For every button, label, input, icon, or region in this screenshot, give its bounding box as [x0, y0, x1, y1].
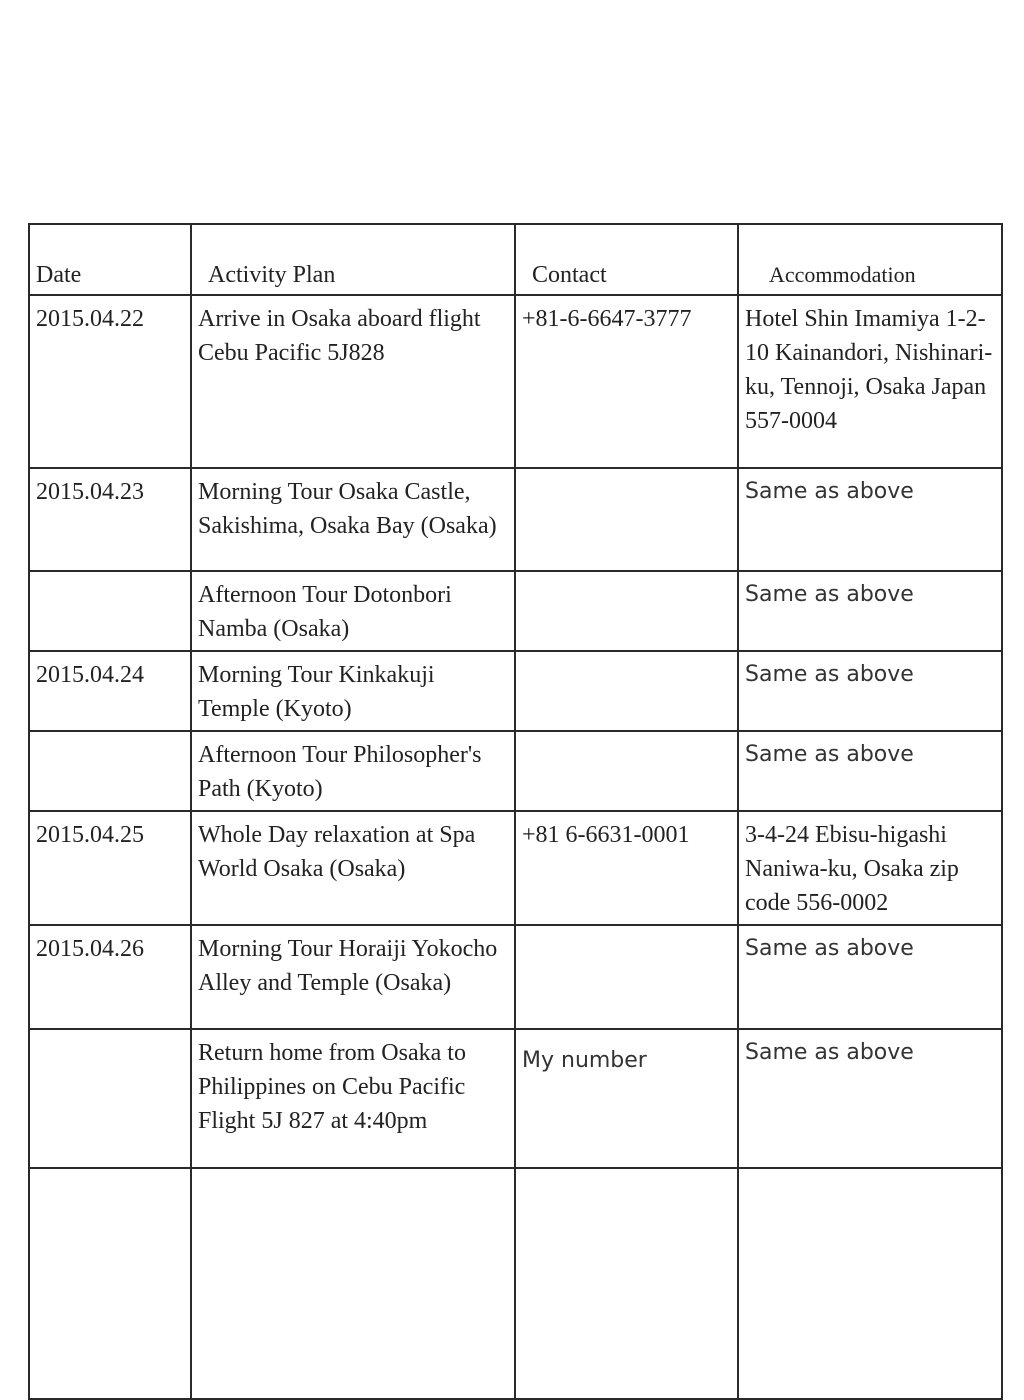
cell-contact — [515, 731, 738, 811]
cell-activity: Return home from Osaka to Philippines on Cebu Pacific Flight 5J 827 at 4:40pm — [191, 1029, 515, 1168]
table-row — [29, 295, 1002, 468]
cell-activity: Whole Day relaxation at Spa World Osaka (Osaka) — [191, 811, 515, 925]
cell-activity: Arrive in Osaka aboard flight Cebu Pacific 5J828 — [191, 295, 515, 468]
cell-date: 2015.04.26 — [29, 925, 191, 1029]
cell-contact — [515, 651, 738, 731]
cell-contact: +81 6-6631-0001 — [515, 811, 738, 925]
cell-date: 2015.04.24 — [29, 651, 191, 731]
cell-date — [29, 1168, 191, 1399]
cell-date — [29, 1029, 191, 1168]
cell-contact — [515, 1168, 738, 1399]
cell-date: 2015.04.22 — [29, 295, 191, 468]
table-row — [29, 925, 1002, 1029]
cell-accommodation: Same as above — [738, 731, 1002, 811]
table-row — [29, 1168, 1002, 1399]
header-activity-plan: Activity Plan — [191, 224, 515, 295]
table-row — [29, 468, 1002, 571]
cell-activity: Morning Tour Kinkakuji Temple (Kyoto) — [191, 651, 515, 731]
cell-date — [29, 731, 191, 811]
cell-date: 2015.04.23 — [29, 468, 191, 571]
table-row — [29, 651, 1002, 731]
cell-contact — [515, 468, 738, 571]
cell-accommodation: 3-4-24 Ebisu-higashi Naniwa-ku, Osaka zip code 556-0002 — [738, 811, 1002, 925]
cell-contact — [515, 571, 738, 651]
cell-activity: Morning Tour Osaka Castle, Sakishima, Osaka Bay (Osaka) — [191, 468, 515, 571]
table-row — [29, 811, 1002, 925]
cell-accommodation: Same as above — [738, 571, 1002, 651]
table-row — [29, 571, 1002, 651]
cell-date — [29, 571, 191, 651]
header-accommodation: Accommodation — [738, 224, 1002, 295]
cell-accommodation: Hotel Shin Imamiya 1-2-10 Kainandori, Nishinari-ku, Tennoji, Osaka Japan 557-0004 — [738, 295, 1002, 468]
cell-accommodation: Same as above — [738, 1029, 1002, 1168]
table-header-row — [29, 224, 1002, 295]
cell-contact — [515, 925, 738, 1029]
table-row — [29, 1029, 1002, 1168]
table-row — [29, 731, 1002, 811]
cell-accommodation — [738, 1168, 1002, 1399]
cell-accommodation: Same as above — [738, 468, 1002, 571]
cell-activity: Afternoon Tour Philosopher's Path (Kyoto) — [191, 731, 515, 811]
cell-activity: Morning Tour Horaiji Yokocho Alley and Temple (Osaka) — [191, 925, 515, 1029]
cell-activity: Afternoon Tour Dotonbori Namba (Osaka) — [191, 571, 515, 651]
cell-accommodation: Same as above — [738, 651, 1002, 731]
header-date: Date — [29, 224, 191, 295]
cell-activity — [191, 1168, 515, 1399]
cell-date: 2015.04.25 — [29, 811, 191, 925]
cell-contact: My number — [515, 1029, 738, 1168]
cell-contact: +81-6-6647-3777 — [515, 295, 738, 468]
cell-accommodation: Same as above — [738, 925, 1002, 1029]
itinerary-table — [28, 223, 1003, 1400]
header-contact: Contact — [515, 224, 738, 295]
